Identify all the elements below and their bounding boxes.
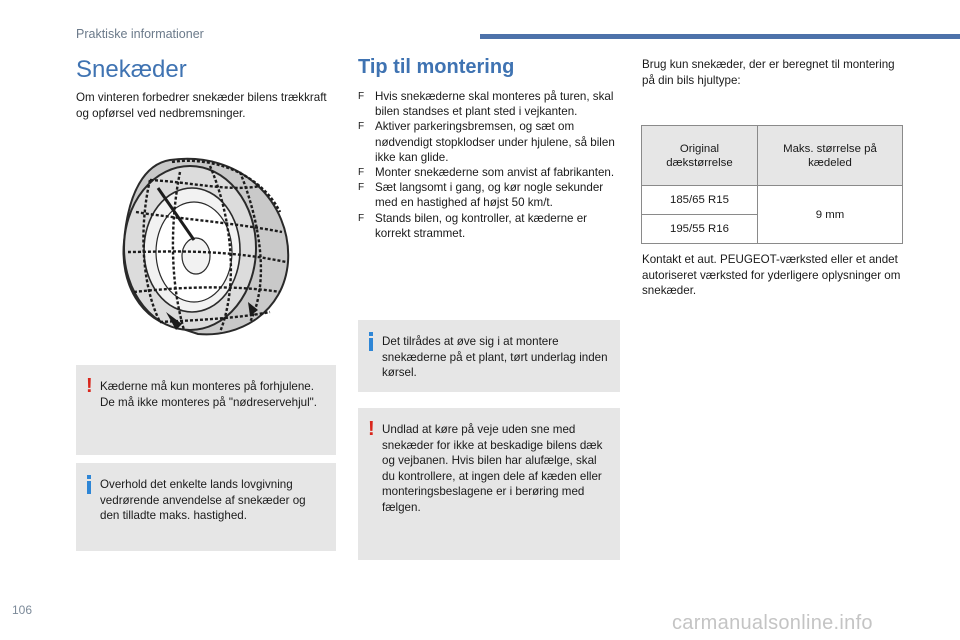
list-item: F Aktiver parkeringsbremsen, og sæt om nødvendigt stopklodser under hjulene, så bilen ikke kan glide. [358, 120, 615, 164]
info-box-legislation [76, 463, 336, 551]
info-box-practice [358, 320, 620, 392]
section-header: Praktiske informationer [76, 27, 204, 41]
bullet-icon: F [358, 212, 365, 224]
warning-icon: ! [368, 418, 375, 440]
bullet-icon: F [358, 91, 365, 102]
list-item: F Monter snekæderne som anvist af fabrikanten. [358, 166, 615, 180]
table-row [642, 186, 903, 215]
bullet-icon: F [358, 121, 365, 133]
warning-text: Undlad at køre på veje uden sne med snekæder for ikke at beskadige bilens dæk og vejbanen. Hvis bilen har alufælge, skal du kontrollere, at ingen dele af kæden eller monteringsbeslagene er i berøring med fælgen. [382, 423, 603, 514]
list-item: F Stands bilen, og kontroller, at kæderne er korrekt strammet. [358, 211, 588, 240]
table-header: Maks. størrelse på kædeled [757, 126, 902, 186]
watermark: carmanualsonline.info [672, 612, 873, 634]
table-header: Original dækstørrelse [642, 126, 758, 186]
bullet-icon: F [358, 167, 365, 179]
info-icon [369, 332, 373, 351]
list-item: F Hvis snekæderne skal monteres på turen, skal bilen standses et plant sted i vejkanten. [358, 90, 614, 119]
warning-box-no-snow [358, 408, 620, 560]
table-cell: 195/55 R16 [642, 215, 758, 244]
page-number: 106 [12, 603, 33, 617]
list-item: F Sæt langsomt i gang, og kør nogle sekunder med en hastighed af højst 50 km/t. [358, 181, 604, 210]
table-cell: 9 mm [757, 186, 902, 244]
warning-text: Kæderne må kun monteres på forhjulene. De må ikke monteres på "nødreservehjul". [100, 380, 318, 409]
tire-intro-text: Brug kun snekæder, der er beregnet til montering på din bils hjultype: [642, 58, 895, 87]
info-icon [87, 475, 91, 494]
info-text: Det tilrådes at øve sig i at montere snekæderne på et plant, tørt underlag inden kørsel. [382, 335, 608, 379]
section-title-tips: Tip til montering [358, 56, 515, 78]
warning-box-front-wheels [76, 365, 336, 455]
bullet-icon: F [358, 182, 365, 194]
contact-text: Kontakt et aut. PEUGEOT-værksted eller et andet autoriseret værksted for yderligere oplysninger om snekæder. [642, 253, 901, 297]
tips-list [358, 89, 620, 241]
page-title: Snekæder [76, 56, 187, 83]
tire-size-table [641, 125, 903, 244]
intro-text: Om vinteren forbedrer snekæder bilens trækkraft og opførsel ved nedbremsninger. [76, 91, 327, 120]
info-text: Overhold det enkelte lands lovgivning vedrørende anvendelse af snekæder og den tilladte maks. hastighed. [100, 478, 306, 522]
snow-chain-illustration [110, 152, 292, 342]
warning-icon: ! [86, 375, 93, 397]
header-bar [480, 34, 960, 39]
table-cell: 185/65 R15 [642, 186, 758, 215]
